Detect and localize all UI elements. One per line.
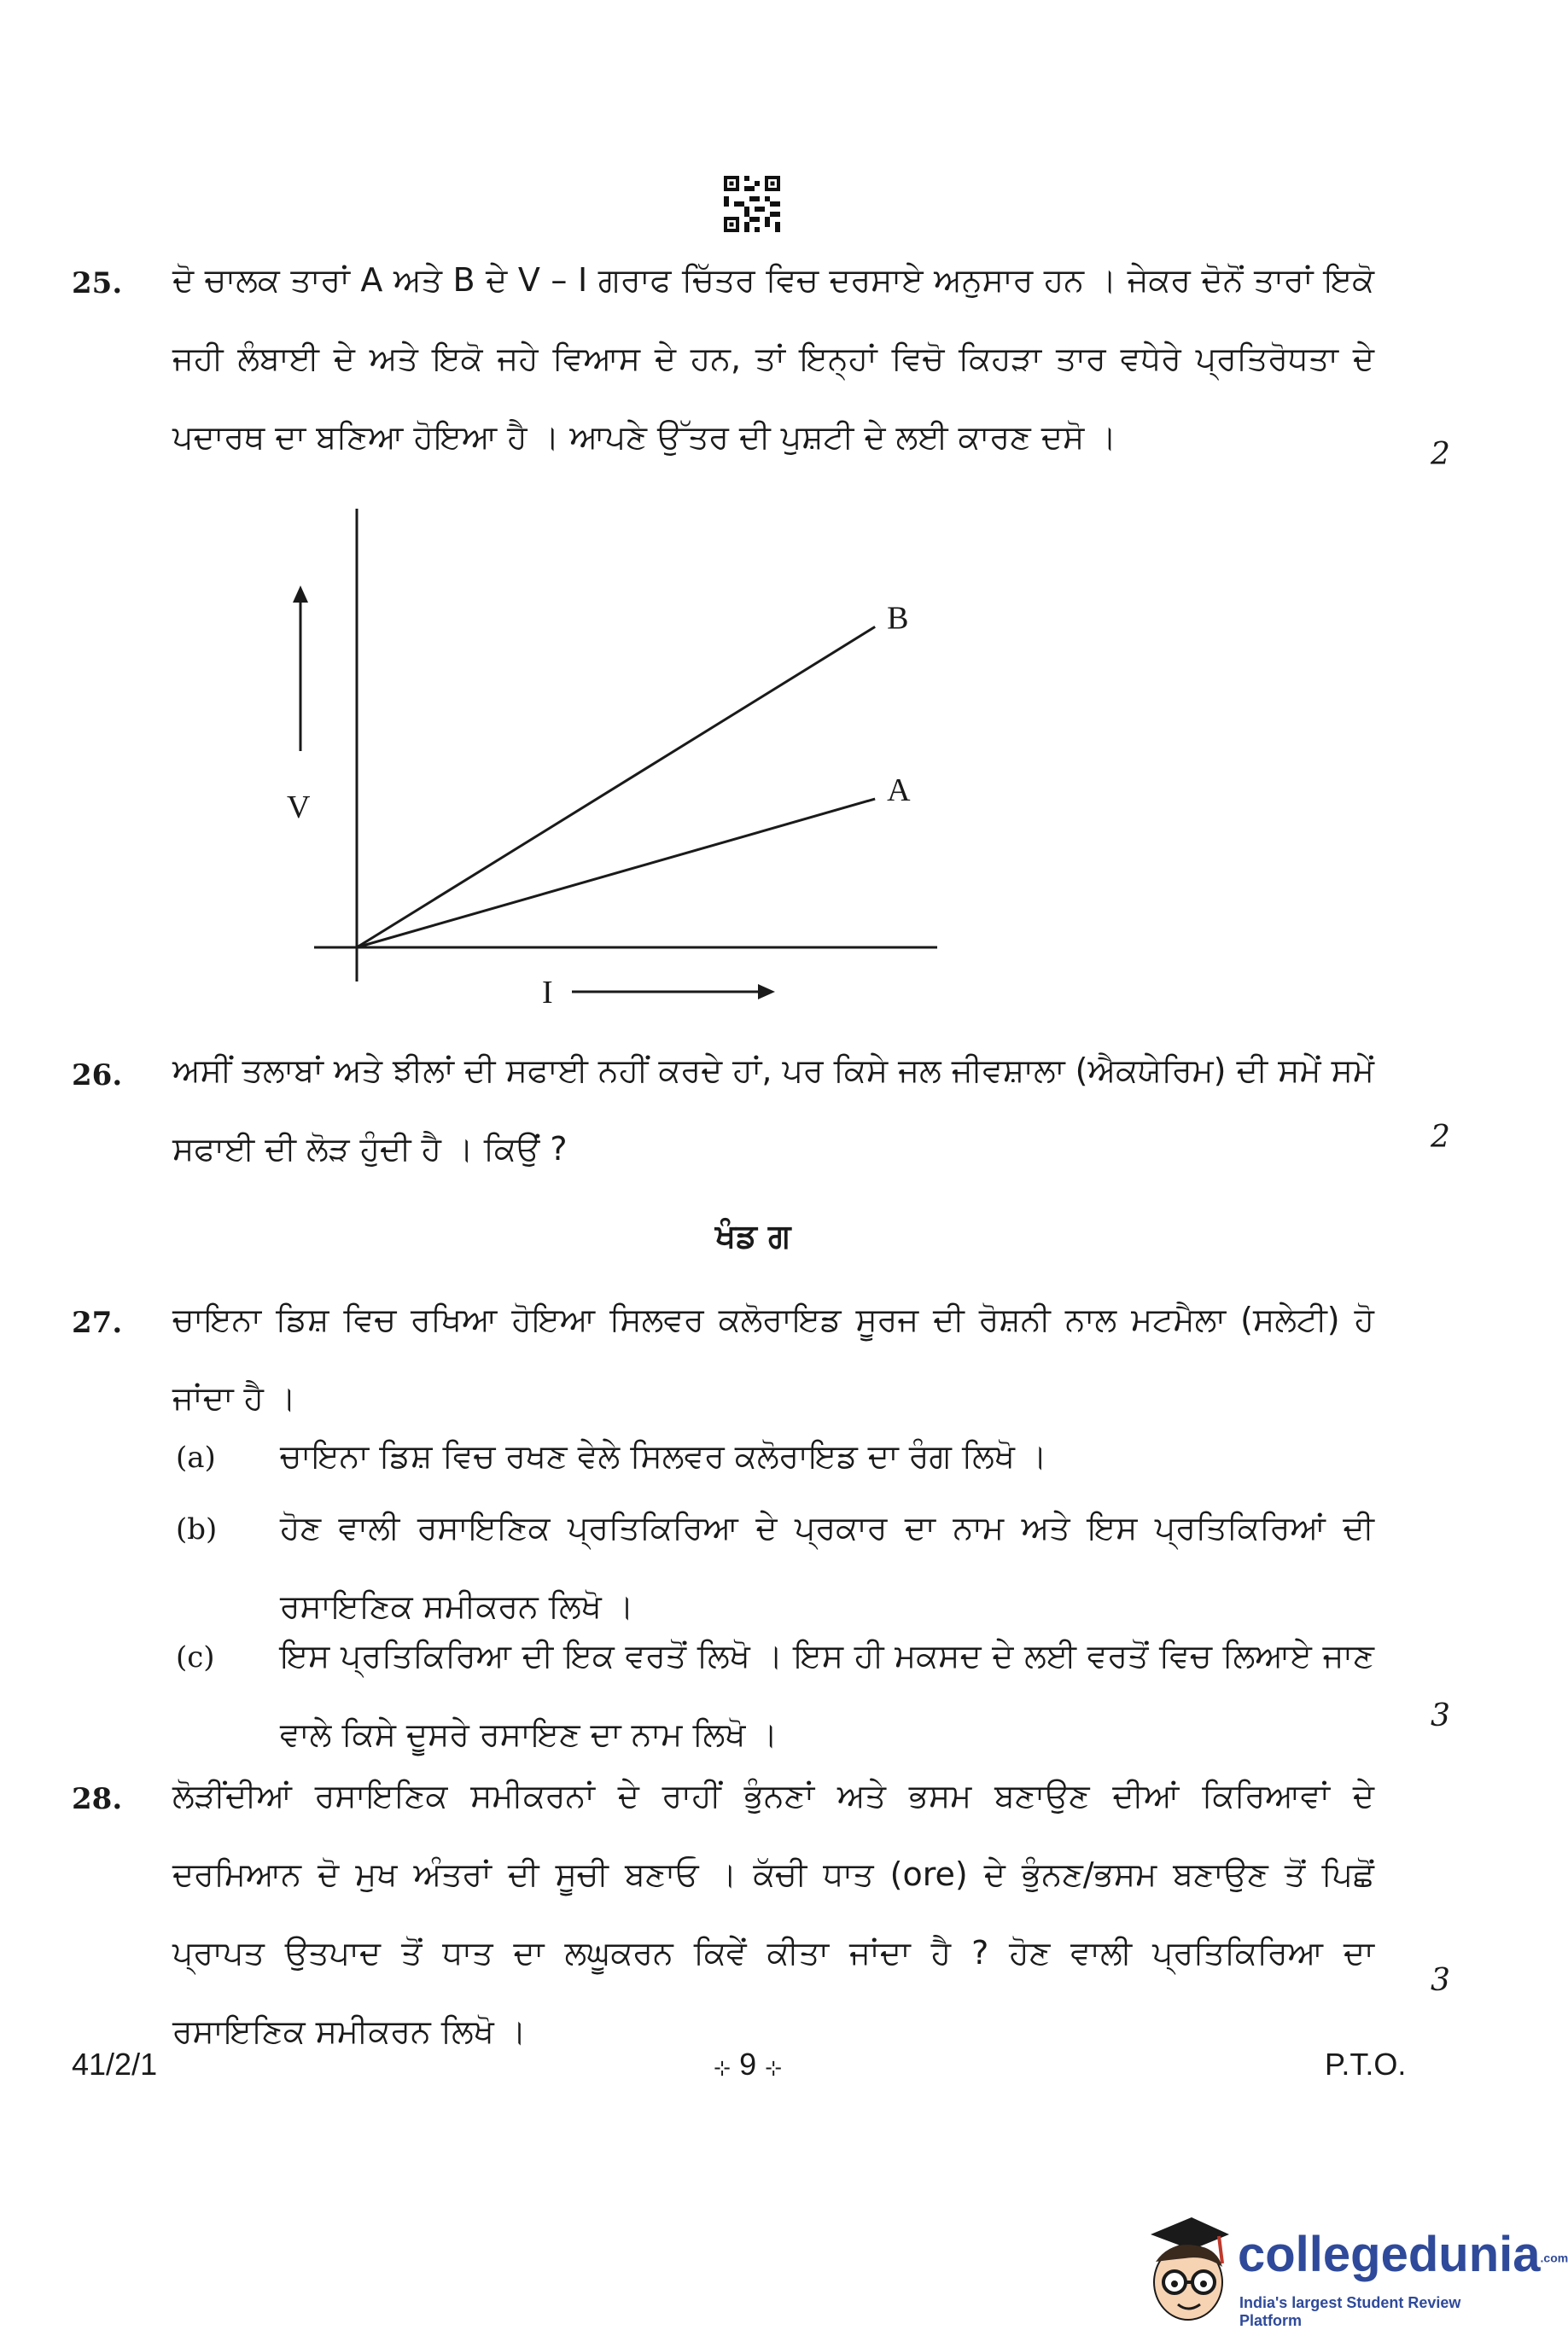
question-text: ਚਾਇਨਾ ਡਿਸ਼ ਵਿਚ ਰਖਿਆ ਹੋਇਆ ਸਿਲਵਰ ਕਲੋਰਾਇਡ ਸੂਰਜ ਦੀ ਰੋਸ਼ਨੀ ਨਾਲ ਮਟਮੈਲਾ (ਸਲੇਟੀ) ਹੋ ਜਾਂਦਾ ਹੈ ।: [172, 1301, 1374, 1417]
question-text: ਲੋੜੀਂਦੀਆਂ ਰਸਾਇਣਿਕ ਸਮੀਕਰਨਾਂ ਦੇ ਰਾਹੀਂ ਭੁੰਨਣਾਂ ਅਤੇ ਭਸਮ ਬਣਾਉਣ ਦੀਆਂ ਕਿਰਿਆਵਾਂ ਦੇ ਦਰਮਿਆਨ ਦੋ ਮੁਖ ਅੰਤਰਾਂ ਦੀ ਸੂਚੀ ਬਣਾਓ । ਕੱਚੀ ਧਾਤ (ore) ਦੇ ਭੁੰਨਣ/ਭਸਮ ਬਣਾਉਣ ਤੋਂ ਪਿਛੋਂ ਪ੍ਰਾਪਤ ਉਤਪਾਦ ਤੋਂ ਧਾਤ ਦਾ ਲਘੂਕਰਨ ਕਿਵੇਂ ਕੀਤਾ ਜਾਂਦਾ ਹੈ ? ਹੋਣ ਵਾਲੀ ਪ੍ਰਤਿਕਿਰਿਆ ਦਾ ਰਸਾਇਣਿਕ ਸਮੀਕਰਨ ਲਿਖੋ ।: [172, 1777, 1374, 2050]
brand-tagline: India's largest Student Review Platform: [1239, 2294, 1461, 2329]
mascot-icon: [1134, 2211, 1236, 2327]
pto-label: P.T.O.: [1325, 2047, 1407, 2082]
i-arrow-head: [758, 984, 775, 999]
sub-question-text: ਹੋਣ ਵਾਲੀ ਰਸਾਇਣਿਕ ਪ੍ਰਤਿਕਿਰਿਆ ਦੇ ਪ੍ਰਕਾਰ ਦਾ ਨਾਮ ਅਤੇ ਇਸ ਪ੍ਰਤਿਕਿਰਿਆਂ ਦੀ ਰਸਾਇਣਿਕ ਸਮੀਕਰਨ ਲਿਖੋ ।: [280, 1509, 1374, 1625]
sub-question-label: (a): [176, 1441, 216, 1475]
question-number: 25.: [72, 266, 123, 300]
marks: 2: [1431, 437, 1450, 472]
marks: 2: [1431, 1120, 1450, 1155]
question-text: ਦੋ ਚਾਲਕ ਤਾਰਾਂ A ਅਤੇ B ਦੇ V – I ਗਰਾਫ ਚਿੱਤਰ ਵਿਚ ਦਰਸਾਏ ਅਨੁਸਾਰ ਹਨ । ਜੇਕਰ ਦੋਨੋਂ ਤਾਰਾਂ ਇਕੋ ਜਹੀ ਲੰਬਾਈ ਦੇ ਅਤੇ ਇਕੋ ਜਹੇ ਵਿਆਸ ਦੇ ਹਨ, ਤਾਂ ਇਨ੍ਹਾਂ ਵਿਚੋ ਕਿਹੜਾ ਤਾਰ ਵਧੇਰੇ ਪ੍ਰਤਿਰੋਧਤਾ ਦੇ ਪਦਾਰਥ ਦਾ ਬਣਿਆ ਹੋਇਆ ਹੈ । ਆਪਣੇ ਉੱਤਰ ਦੀ ਪੁਸ਼ਟੀ ਦੇ ਲਈ ਕਾਰਣ ਦਸੋ ।: [172, 261, 1374, 456]
ornament-right-icon: ⊹: [765, 2057, 783, 2080]
marks: 3: [1431, 1698, 1450, 1733]
marks: 3: [1431, 1963, 1450, 1998]
sub-question-text: ਇਸ ਪ੍ਰਤਿਕਿਰਿਆ ਦੀ ਇਕ ਵਰਤੋਂ ਲਿਖੋ । ਇਸ ਹੀ ਮਕਸਦ ਦੇ ਲਈ ਵਰਤੋਂ ਵਿਚ ਲਿਆਏ ਜਾਣ ਵਾਲੇ ਕਿਸੇ ਦੂਸਰੇ ਰਸਾਇਣ ਦਾ ਨਾਮ ਲਿਖੋ ।: [280, 1637, 1374, 1753]
question-number: 28.: [72, 1782, 123, 1816]
sub-question-label: (b): [176, 1512, 218, 1547]
page-number: 9: [739, 2047, 757, 2082]
qr-code-icon: [724, 176, 780, 232]
v-arrow-head: [293, 585, 308, 603]
question-text: ਅਸੀਂ ਤਲਾਬਾਂ ਅਤੇ ਝੀਲਾਂ ਦੀ ਸਫਾਈ ਨਹੀਂ ਕਰਦੇ ਹਾਂ, ਪਰ ਕਿਸੇ ਜਲ ਜੀਵਸ਼ਾਲਾ (ਐਕਯੇਰਿਮ) ਦੀ ਸਮੇਂ ਸਮੇਂ ਸਫਾਈ ਦੀ ਲੋੜ ਹੁੰਦੀ ਹੈ । ਕਿਉਂ ?: [172, 1051, 1374, 1168]
y-axis-label: V: [287, 789, 311, 825]
section-heading: ਖੰਡ ਗ: [715, 1217, 791, 1255]
question-number: 26.: [72, 1058, 123, 1092]
question-number: 27.: [72, 1306, 123, 1340]
series-label-b: B: [887, 600, 909, 637]
ornament-left-icon: ⊹: [714, 2057, 732, 2080]
sub-question-text: ਚਾਇਨਾ ਡਿਸ਼ ਵਿਚ ਰਖਣ ਵੇਲੇ ਸਿਲਵਰ ਕਲੋਰਾਇਡ ਦਾ ਰੰਗ ਲਿਖੋ ।: [280, 1437, 1047, 1475]
vi-graph: [282, 495, 965, 1024]
series-label-a: A: [887, 772, 911, 809]
brand-com: .com: [1540, 2251, 1568, 2265]
sub-question-label: (c): [176, 1640, 215, 1675]
paper-code: 41/2/1: [72, 2047, 158, 2082]
x-axis-label: I: [542, 975, 553, 1011]
page-number-group: [714, 2047, 782, 2082]
brand-name: collegedunia.com: [1238, 2227, 1568, 2282]
series-line-b: [357, 626, 875, 947]
series-line-a: [357, 799, 875, 947]
